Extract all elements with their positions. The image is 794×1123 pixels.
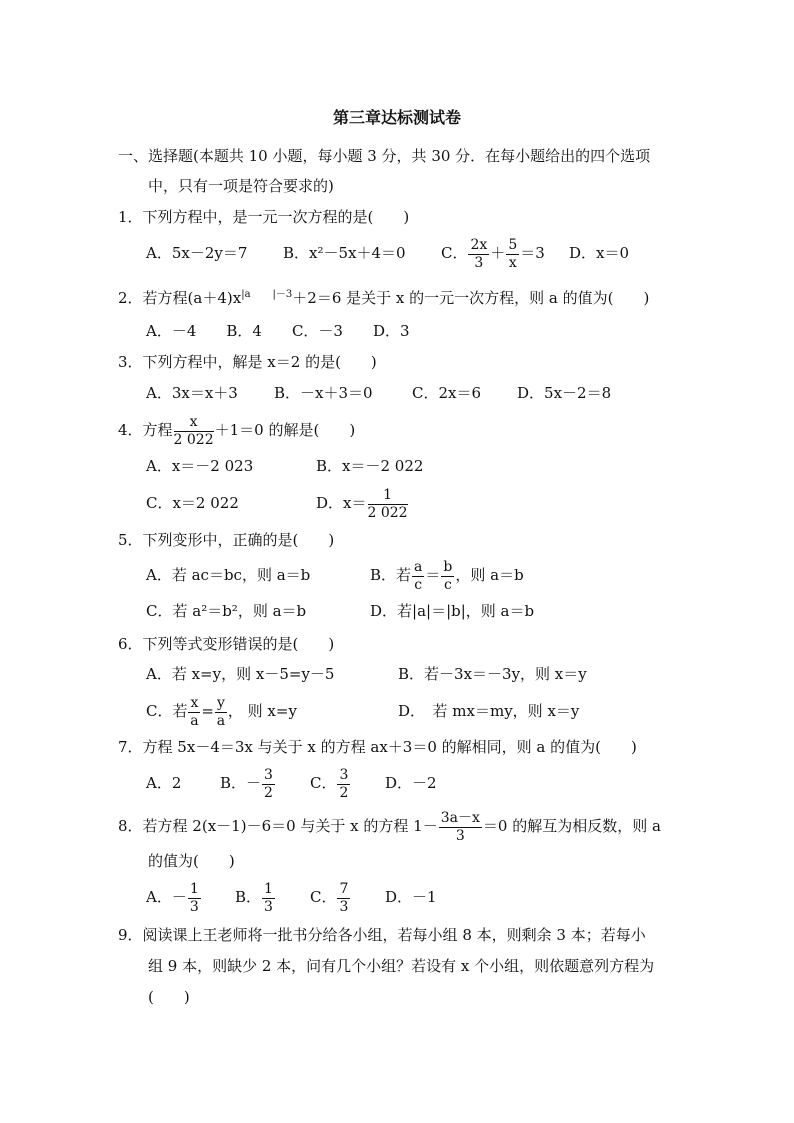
q4-d-pre: D．x＝ — [316, 494, 367, 512]
q6-c-fraction-2 — [215, 695, 227, 730]
q8-b-den: 3 — [264, 898, 273, 915]
q5-b-den1: c — [414, 576, 423, 593]
q9-line-3: ( ) — [148, 988, 190, 1006]
q5-b-eq: ＝ — [425, 566, 441, 584]
q7-c-fraction — [337, 767, 350, 802]
q9-line-2: 组 9 本，则缺少 2 本，问有几个小组？若设有 x 个小组，则依题意列方程为 — [148, 957, 655, 975]
q4-d-fraction — [368, 487, 408, 522]
q1-c-tail: ＝3 — [520, 244, 545, 262]
q3-option-a: A．3x＝x＋3 — [146, 384, 238, 402]
q4-option-d — [316, 482, 409, 524]
q7-option-a: A．2 — [146, 774, 182, 792]
q1-a-label: A． — [146, 244, 172, 262]
q1-c-num2: 5 — [508, 236, 518, 253]
q3-option-b: B．－x＋3＝0 — [274, 384, 373, 402]
q1-c-num1: 2x — [470, 236, 488, 253]
q8-num: 3a－x — [440, 809, 480, 826]
q5-b-num2: b — [443, 558, 453, 575]
q7-b-den: 2 — [264, 784, 273, 801]
q1-option-c — [441, 232, 545, 274]
q8-a-fraction — [188, 881, 201, 916]
q6-stem: 6．下列等式变形错误的是( ) — [118, 635, 335, 653]
q1-c-fraction-2 — [506, 237, 519, 272]
q5-b-den2: c — [443, 576, 452, 593]
q8-c-fraction — [337, 881, 350, 916]
q1-a-text: 5x－2y＝7 — [171, 244, 248, 262]
q3-stem: 3．下列方程中，解是 x＝2 的是( ) — [118, 353, 377, 371]
q7-c-pre: C． — [310, 774, 337, 792]
q8-stem-cont: 的值为( ) — [148, 852, 235, 870]
q2-stem-exponent: |a — [241, 289, 251, 300]
q4-stem-pre: 4．方程 — [118, 421, 173, 439]
q4-num: x — [174, 414, 214, 432]
q6-option-a: A．若 x=y，则 x－5=y－5 — [146, 665, 335, 683]
q4-fraction — [174, 414, 214, 449]
q5-b-fraction-2 — [441, 559, 454, 594]
q1-c-label: C． — [441, 244, 468, 262]
q8-fraction — [439, 810, 482, 845]
q5-option-b — [370, 554, 524, 596]
q4-option-c: C．x＝2 022 — [146, 494, 239, 512]
q8-option-c — [310, 876, 351, 918]
q2-options: A．－4 B．4 C．－3 D．3 — [146, 322, 410, 340]
q6-c-eq: = — [201, 702, 214, 720]
q5-option-c: C．若 a²＝b²，则 a＝b — [146, 602, 307, 620]
q4-d-den: 2 022 — [367, 504, 408, 521]
q8-stem — [118, 805, 661, 847]
q2-stem-post: ＋2＝6 是关于 x 的一元一次方程，则 a 的值为( ) — [292, 289, 650, 307]
q8-stem-post: ＝0 的解互为相反数，则 a — [482, 817, 661, 835]
q7-option-d: D．－2 — [385, 774, 437, 792]
q7-c-num: 3 — [339, 766, 349, 783]
q7-c-den: 2 — [339, 784, 349, 801]
q5-option-d: D．若|a|＝|b|，则 a＝b — [370, 602, 535, 620]
q8-c-den: 3 — [339, 898, 349, 915]
q3-option-c: C．2x＝6 — [412, 384, 482, 402]
q8-a-den: 3 — [189, 898, 199, 915]
q3-option-d: D．5x－2＝8 — [517, 384, 612, 402]
q8-option-d: D．－1 — [385, 888, 437, 906]
q5-b-post: ，则 a＝b — [455, 566, 524, 584]
q1-stem: 1．下列方程中，是一元一次方程的是( ) — [118, 208, 410, 226]
q1-c-den2: x — [508, 254, 517, 271]
q5-option-a: A．若 ac＝bc，则 a＝b — [146, 566, 311, 584]
q8-c-num: 7 — [339, 880, 349, 897]
q7-b-fraction — [262, 767, 275, 802]
q4-stem — [118, 409, 355, 451]
section-heading: 一、选择题(本题共 10 小题，每小题 3 分，共 30 分．在每小题给出的四个选项 — [118, 147, 651, 165]
page-title: 第三章达标测试卷 — [332, 108, 461, 127]
q1-c-den1: 3 — [474, 254, 484, 271]
q7-option-c — [310, 762, 351, 804]
q6-c-fraction-1 — [188, 695, 200, 730]
q1-option-a — [146, 243, 247, 263]
q4-option-b: B．x＝－2 022 — [316, 457, 424, 475]
q2-stem — [118, 285, 649, 308]
q1-c-fraction-1 — [468, 237, 489, 272]
q8-option-a — [146, 876, 202, 918]
q6-c-den1: a — [190, 712, 199, 729]
q5-b-num1: a — [414, 558, 423, 575]
q4-d-num: 1 — [368, 487, 408, 505]
q4-option-a: A．x＝－2 023 — [146, 457, 254, 475]
q8-b-num: 1 — [264, 880, 273, 897]
q6-c-num2: y — [216, 694, 225, 711]
section-heading-cont: 中，只有一项是符合要求的) — [148, 177, 334, 195]
q7-option-b — [220, 762, 276, 804]
q1-d-label: D． — [569, 244, 597, 262]
q5-b-pre: B．若 — [370, 566, 412, 584]
q6-c-pre: C．若 — [146, 702, 188, 720]
q7-stem: 7．方程 5x－4＝3x 与关于 x 的方程 ax＋3＝0 的解相同，则 a 的值为( ) — [118, 738, 637, 756]
q9-line-1: 9．阅读课上王老师将一批书分给各小组，若每小组 8 本，则剩余 3 本；若每小 — [118, 926, 646, 944]
q5-b-fraction-1 — [412, 559, 424, 594]
q8-a-num: 1 — [189, 880, 199, 897]
q8-option-b — [235, 876, 276, 918]
q4-stem-post: ＋1＝0 的解是( ) — [214, 421, 356, 439]
q6-c-post: ， 则 x=y — [227, 702, 297, 720]
q8-b-pre: B． — [235, 888, 262, 906]
q4-den: 2 022 — [173, 431, 214, 448]
q1-c-plus: ＋ — [490, 244, 506, 262]
q2-stem-exponent-tail: |－3 — [272, 289, 293, 300]
q2-stem-pre: 2．若方程(a＋4)x — [118, 289, 242, 307]
q6-c-num1: x — [190, 694, 199, 711]
q5-stem: 5．下列变形中，正确的是( ) — [118, 531, 335, 549]
q8-den: 3 — [455, 827, 465, 844]
q8-stem-pre: 8．若方程 2(x－1)－6＝0 与关于 x 的方程 1－ — [118, 817, 438, 835]
q6-c-den2: a — [216, 712, 226, 729]
q8-a-pre: A．－ — [146, 888, 187, 906]
q7-b-pre: B．－ — [220, 774, 262, 792]
q6-option-b: B．若－3x＝－3y，则 x＝y — [398, 665, 587, 683]
q8-b-fraction — [262, 881, 275, 916]
q1-b-text: x²－5x＋4＝0 — [309, 244, 406, 262]
q7-b-num: 3 — [264, 766, 273, 783]
q1-option-b — [283, 243, 406, 263]
q8-c-pre: C． — [310, 888, 337, 906]
q6-option-d: D． 若 mx＝my，则 x＝y — [398, 702, 580, 720]
q1-d-text: x＝0 — [596, 244, 630, 262]
q6-option-c — [146, 690, 297, 732]
q1-b-label: B． — [283, 244, 310, 262]
q1-option-d — [569, 243, 629, 263]
